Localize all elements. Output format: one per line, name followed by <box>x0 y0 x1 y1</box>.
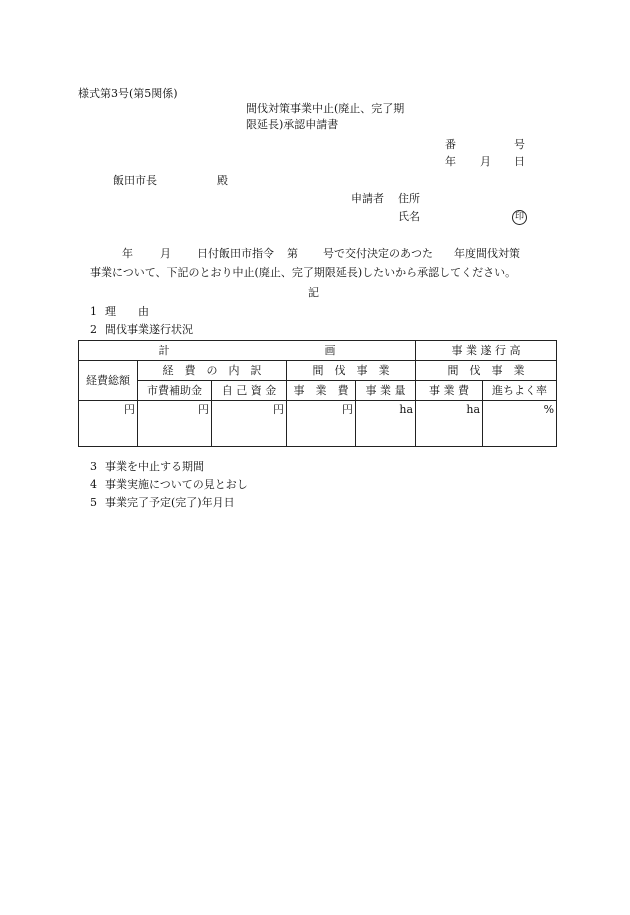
item-3-label: 事業を中止する期間 <box>105 460 204 473</box>
table-header-row-2 <box>79 361 557 381</box>
thinning-project-header-2: 間 伐 事 業 <box>416 361 557 381</box>
item-4-number: 4 <box>90 478 97 491</box>
seal-mark: 印 <box>512 210 527 225</box>
document-title-line1: 間伐対策事業中止(廃止、完了期 <box>246 102 405 115</box>
body-year: 年 <box>122 247 133 260</box>
item-5-number: 5 <box>90 496 97 509</box>
addressee-honorific: 殿 <box>217 174 228 187</box>
unit-cell: ha <box>416 401 483 447</box>
document-title-line2: 限延長)承認申請書 <box>246 118 339 131</box>
plan-header-left: 計 <box>158 343 170 357</box>
col-project-cost: 事 業 費 <box>287 381 356 401</box>
unit-cell: % <box>483 401 557 447</box>
seal-icon <box>512 209 527 225</box>
total-cost-header: 経費総額 <box>79 361 138 401</box>
form-id: 様式第3号(第5関係) <box>78 87 178 100</box>
col-project-quantity: 事 業 量 <box>356 381 416 401</box>
col-progress-rate: 進ちよく率 <box>483 381 557 401</box>
plan-header-right: 画 <box>324 343 336 357</box>
ki-heading: 記 <box>308 286 319 299</box>
unit-cell: 円 <box>212 401 287 447</box>
status-table <box>78 340 557 447</box>
unit-cell: ha <box>356 401 416 447</box>
item-4-label: 事業実施についての見とおし <box>105 478 248 491</box>
number-suffix: 号 <box>514 138 525 151</box>
performance-header: 事 業 遂 行 高 <box>416 341 557 361</box>
body-text-line2: 事業について、下記のとおり中止(廃止、完了期限延長)したいから承認してください。 <box>90 266 517 279</box>
unit-cell: 円 <box>138 401 212 447</box>
addressee-name: 飯田市長 <box>113 174 157 187</box>
item-5-label: 事業完了予定(完了)年月日 <box>105 496 235 509</box>
body-date-text: 日付飯田市指令 <box>197 247 274 260</box>
item-1-number: 1 <box>90 305 97 318</box>
item-3-number: 3 <box>90 460 97 473</box>
plan-header <box>79 341 416 361</box>
number-label: 番 <box>445 138 456 151</box>
body-month: 月 <box>160 247 171 260</box>
col-project-cost-2: 事 業 費 <box>416 381 483 401</box>
date-day: 日 <box>514 155 525 168</box>
body-decision-text: 号で交付決定のあつた <box>323 247 433 260</box>
applicant-label: 申請者 <box>351 192 384 205</box>
body-fiscal-year-text: 年度間伐対策 <box>454 247 520 260</box>
date-year: 年 <box>445 155 456 168</box>
item-2-label: 間伐事業遂行状況 <box>105 323 193 336</box>
item-2-number: 2 <box>90 323 97 336</box>
item-1-label: 理 由 <box>105 305 149 318</box>
body-dai: 第 <box>287 247 298 260</box>
unit-cell: 円 <box>287 401 356 447</box>
date-month: 月 <box>480 155 491 168</box>
applicant-name-label: 氏名 <box>398 210 420 223</box>
col-own-funds: 自 己 資 金 <box>212 381 287 401</box>
unit-cell: 円 <box>79 401 138 447</box>
table-header-row-1 <box>79 341 557 361</box>
table-header-row-3 <box>79 381 557 401</box>
applicant-address-label: 住所 <box>398 192 420 205</box>
cost-breakdown-header: 経 費 の 内 訳 <box>138 361 287 381</box>
table-value-row <box>79 401 557 447</box>
thinning-project-header: 間 伐 事 業 <box>287 361 416 381</box>
col-subsidy: 市費補助金 <box>138 381 212 401</box>
